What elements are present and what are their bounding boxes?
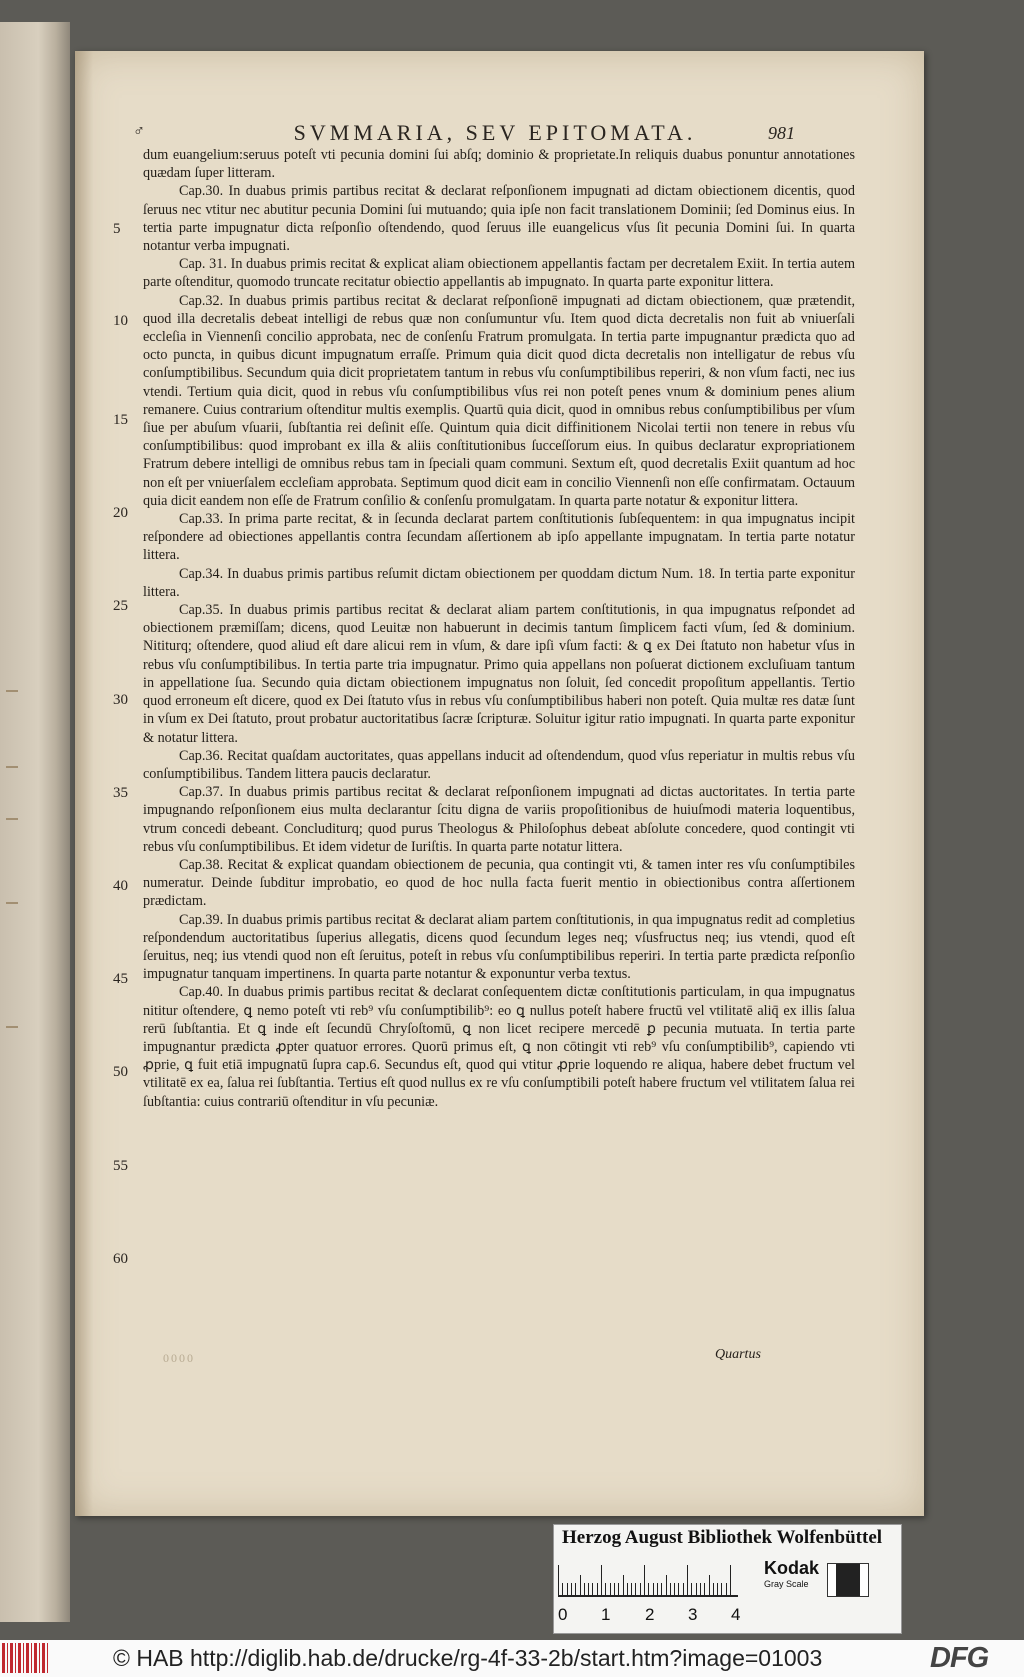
line-number: 60	[113, 1251, 128, 1267]
faint-mark: 0000	[163, 1351, 195, 1365]
line-number: 25	[113, 598, 128, 614]
scale-number: 0	[558, 1605, 568, 1624]
line-number: 35	[113, 785, 128, 801]
ruler-tick	[571, 1583, 572, 1595]
previous-page-edge	[0, 22, 70, 1622]
paragraph-cap-38: Cap.38. Recitat & explicat quandam obiectionem de pecunia, qua contingit vti, & tamen inter res vſu conſumptibiles numeratur. Deinde ſubditur improbatio, eo quod de hoc nulla facta fuerit mentio in obiectionibus contra aſſertionem prædictam.	[143, 856, 855, 910]
margin-mark	[6, 690, 18, 692]
gray-scale-label: Gray Scale	[764, 1579, 809, 1589]
body-text	[143, 146, 855, 1111]
line-number: 30	[113, 692, 128, 708]
ruler-tick	[648, 1583, 649, 1595]
ruler-tick	[721, 1583, 722, 1595]
line-number: 45	[113, 971, 128, 987]
ruler-tick	[618, 1583, 619, 1595]
paragraph-cap-39: Cap.39. In duabus primis partibus recitat & declarat aliam partem conſtitutionis, in qua impugnatus redit ad completius reſpondendum auctoritatibus ſuperius allegatis, dicens quod ſecundum leges neq; vſusfructus neq; ius vtendi, quod eſt ſeruitus, neq; ius vtendi quod non eſt ſeruitus, poteſt in rebus vſu conſumptibilibus reperiri. In tertia parte prædicta reſponſio impugnatur tanquam impertinens. In quarta parte notantur & exponuntur verba textus.	[143, 911, 855, 983]
ruler-tick	[696, 1583, 697, 1595]
scale-numbers	[554, 1605, 754, 1627]
margin-mark	[6, 1026, 18, 1028]
line-number: 40	[113, 878, 128, 894]
ruler-tick	[717, 1583, 718, 1595]
ruler-tick	[661, 1583, 662, 1595]
paragraph-cap-34: Cap.34. In duabus primis partibus reſumit dictam obiectionem per quoddam dictum Num. 18. In tertia parte exponitur littera.	[143, 565, 855, 600]
paragraph-cap-31: Cap. 31. In duabus primis recitat & explicat aliam obiectionem appellantis factam per decretalem Exiit. In tertia autem parte oſtenditur, quomodo truncate recitatur obiectio appellantis ab impugnato. In quarta parte exponitur littera.	[143, 256, 855, 291]
ruler-tick	[678, 1583, 679, 1595]
paragraph: dum euangelium:seruus poteſt vti pecunia domini ſui abſq; dominio & proprietate.In reliquis duabus ponuntur annotationes quædam ſuper litteram.	[143, 147, 855, 182]
paragraph-cap-33: Cap.33. In prima parte recitat, & in ſecunda declarat partem conſtitutionis ſubſequentem: in qua impugnatus incipit reſpondere ad obiectiones appellantis contra ſecundam aſſertionem ab ipſo appellante impugnatam. In tertia parte notatur littera.	[143, 511, 855, 564]
ruler-tick	[640, 1583, 641, 1595]
ruler-tick	[687, 1565, 688, 1595]
margin-mark	[6, 766, 18, 768]
ruler-tick	[700, 1583, 701, 1595]
ruler-tick	[588, 1583, 589, 1595]
scale-number: 1	[601, 1605, 611, 1624]
ruler-tick	[704, 1583, 705, 1595]
line-number: 10	[113, 313, 128, 329]
scale-number: 3	[688, 1605, 698, 1624]
barcode-icon	[2, 1643, 48, 1673]
ruler-tick	[726, 1583, 727, 1595]
ruler-tick	[592, 1583, 593, 1595]
paragraph-cap-40: Cap.40. In duabus primis partibus recitat & declarat conſequentem dictæ conſtitutionis particulam, in qua impugnatus nititur oſtendere, ꝗ nemo poteſt vti reb⁹ vſu conſumptibilib⁹: eo ꝗ nullus poteſt habere fructū vel vtilitatē aliq̄ ex illis ſalua rerū ſubſtantia. Et ꝗ inde eſt ſecundū Chryſoſtomū, ꝗ non licet recipere mercedē ꝑ pecunia mutuata. In tertia parte impugnantur prædicta ꝓpter quatuor errores. Quorū primus eſt, ꝗ non cōtingit vti reb⁹ vſu conſumptibilib⁹, capiendo vti ꝓprie, ꝗ fuit etiā impugnatū ſupra cap.6. Secundus eſt, quod qui vtitur ꝓprie loquendo re aliqua, habere debet fructum vel vtilitatē ex ea, ſalua rei ſubſtantia. Tertius eſt quod nullus ex re vſu conſumptibili poteſt habere fructum vel vtilitatem ſalua rei ſubſtantia: cuius contrariū oſtenditur in vſu pecuniæ.	[143, 984, 855, 1110]
kodak-logo: Kodak	[764, 1558, 820, 1578]
page-number: 981	[768, 123, 795, 143]
ruler-tick	[683, 1583, 684, 1595]
ruler-tick	[580, 1575, 581, 1595]
ruler-tick	[635, 1583, 636, 1595]
ruler-tick	[653, 1583, 654, 1595]
paragraph-cap-35: Cap.35. In duabus primis partibus recitat & declarat aliam partem conſtitutionis, in qua impugnatus reſpondet ad obiectionem præmiſſam; dicens, quod Leuitæ non habuerunt in decimis tantum ſimplicem facti vſum, ſed & dominium. Nititurq; oſtendere, quod aliud eſt dare alicui rem in vſum, & dare ipſi vſum facti: & ꝗ ex Dei ſtatuto non habetur vſus in rebus vſu conſumptibilibus. In tertia parte tria impugnatur. Primo quia appellans non poſuerat dictionem excluſiuam tantum in appellatione ſua. Secundo quia dictam obiectionem impugnatus non ſoluit, ſed concedit propoſitum appellantis. Tertio quod erroneum eſt dicere, quod ex Dei ſtatuto vſus in rebus vſu conſumptibilibus haberi non poteſt. Quia multæ res datæ ſunt in vſum ex Dei ſtatuto, prout probatur auctoritatibus ſacræ ſcripturæ. Soluitur igitur ratio impugnati. In quarta parte exponitur & notatur littera.	[143, 602, 855, 746]
ruler-tick	[674, 1583, 675, 1595]
ruler-tick	[610, 1583, 611, 1595]
ruler-tick	[623, 1575, 624, 1595]
ruler-tick	[601, 1565, 602, 1595]
line-number: 50	[113, 1064, 128, 1080]
catchword: Quartus	[715, 1347, 761, 1362]
footer-bar	[0, 1640, 1024, 1677]
ruler-tick	[562, 1583, 563, 1595]
paragraph-cap-30: Cap.30. In duabus primis partibus recitat & declarat reſponſionem impugnati ad dictam obiectionem dicentis, quod ſeruus nec vtitur nec abutitur pecunia Domini ſui mutuando; quia ipſe non facit translationem Dominii; ſed Dominus eius. In tertia parte impugnatur dicta reſponſio oſtendendo, quod ſeruus ille euangelicus vſus ſit pecunia Domini ſui. In quarta notantur verba impugnati.	[143, 183, 855, 255]
ruler-tick	[709, 1575, 710, 1595]
scale-number: 4	[731, 1605, 741, 1624]
ruler-tick	[670, 1583, 671, 1595]
ruler-tick	[730, 1565, 731, 1595]
page-shadow	[75, 51, 93, 1516]
scale-number: 2	[645, 1605, 655, 1624]
ruler-tick	[575, 1583, 576, 1595]
running-head-mark: ♂	[133, 123, 145, 140]
line-number: 5	[113, 221, 121, 237]
ruler-tick	[614, 1583, 615, 1595]
ruler-tick	[627, 1583, 628, 1595]
margin-mark	[6, 818, 18, 820]
margin-mark	[6, 902, 18, 904]
paragraph-cap-32: Cap.32. In duabus primis partibus recitat & declarat reſponſionē impugnati ad dictam obiectionem, quæ prætendit, quod illa decretalis debeat intelligi de rebus quæ non conſumuntur vſu. Item quod dicta decretalis non fuit ab vniuerſali eccleſia in Viennenſi concilio approbata, nec de conſenſu Fratrum promulgata. In tertia parte impugnantur prædicta quo ad octo puncta, in quibus dicunt impugnatum erraſſe. Primum quia dicit quod dicta decretalis non intelligatur de rebus vſu conſumptibilibus. Secundum quia dicit proprietatem tantum in rebus vſu conſumptibilibus reperiri, & non vſum facti, nec ius vtendi. Tertium quia dicit, quod in rebus vſu conſumptibilibus vſus rei non poteſt penes vnum & dominium penes alium remanere. Cuius contrarium oſtenditur multis exemplis. Quartū quia dicit, quod in omnibus rebus conſumptibilibus per vſum ſiue per abuſum vſuarii, ſubſtantia rei deſinit eſſe. Quintum quia dicit diffinitionem Nicolai tertii non tenere in rebus vſu conſumptibilibus: quod improbant ex illa & aliis conſtitutionibus ſucceſſorum eius. In quibus declaratur expropriationem Fratrum debere intelligi de omnibus rebus tam in ſpeciali quam communi. Sextum eſt, quod decretalis Exiit quantum ad hoc non eſt per vniuerſalem eccleſiam approbata. Septimum quod dicit eam in concilio Viennenſi non eſſe confirmatam. Octauum quia dicit eandem non eſſe de Fratrum conſilio & conſenſu promulgatam. In quarta parte notatur & exponitur littera.	[143, 292, 855, 509]
ruler-tick	[657, 1583, 658, 1595]
ruler-tick	[597, 1583, 598, 1595]
ruler-tick	[584, 1583, 585, 1595]
card-title: Herzog August Bibliothek Wolfenbüttel	[562, 1527, 883, 1548]
ruler-scale	[558, 1563, 738, 1597]
citation-link[interactable]: © HAB http://diglib.hab.de/drucke/rg-4f-33-2b/start.htm?image=01003	[113, 1645, 823, 1671]
ruler-tick	[558, 1565, 559, 1595]
paragraph-cap-37: Cap.37. In duabus primis partibus recitat & declarat reſponſionem impugnati ad dictas auctoritates. In tertia parte impugnando reſponſionem eius multa declarantur ſcitu digna de variis propoſitionibus de huiuſmodi materia loquentibus, vtrum concedi debeant. Concluditurq; quod purus Theologus & Philoſophus debeat abſolute concedere, quod contingit vti rebus vſu conſumptibilibus. Et idem videtur de Iuriſtis. In quarta parte notatur littera.	[143, 784, 855, 855]
ruler-tick	[666, 1575, 667, 1595]
ruler-tick	[605, 1583, 606, 1595]
running-head: SVMMARIA, SEV EPITOMATA.	[293, 120, 697, 145]
color-calibration-card	[553, 1524, 902, 1634]
line-number: 55	[113, 1158, 128, 1174]
line-number: 20	[113, 505, 128, 521]
line-number: 15	[113, 412, 128, 428]
ruler-tick	[691, 1583, 692, 1595]
document-page	[75, 51, 924, 1516]
ruler-tick	[631, 1583, 632, 1595]
paragraph-cap-36: Cap.36. Recitat quaſdam auctoritates, quas appellans inducit ad oſtendendum, quod vſus reperiatur in multis rebus vſu conſumptibilibus. Tandem littera paucis declaratur.	[143, 747, 855, 782]
dfg-logo: DFG	[930, 1642, 989, 1674]
ruler-tick	[713, 1583, 714, 1595]
ruler-tick	[567, 1583, 568, 1595]
ruler-tick	[644, 1565, 645, 1595]
gray-swatch	[827, 1563, 869, 1597]
